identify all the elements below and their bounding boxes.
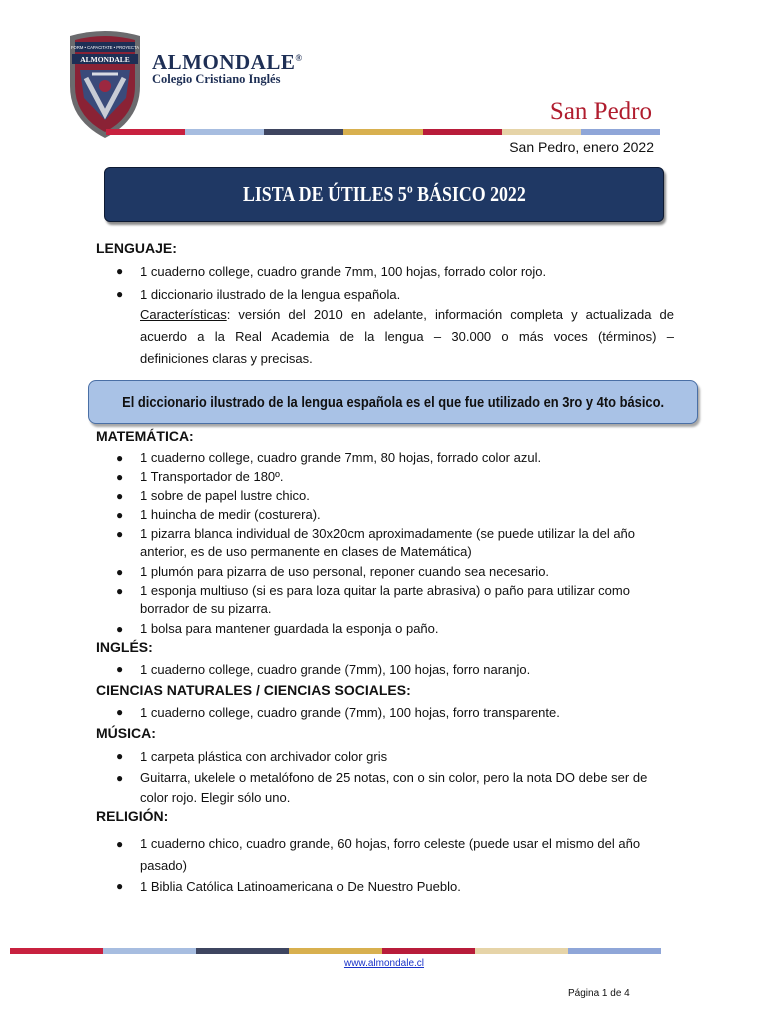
stripe-segment bbox=[502, 129, 581, 135]
document-date: San Pedro, enero 2022 bbox=[509, 139, 654, 155]
stripe-segment bbox=[106, 129, 185, 135]
bullet-icon: ● bbox=[116, 771, 124, 785]
bullet-icon: ● bbox=[116, 749, 124, 763]
stripe-segment bbox=[264, 129, 343, 135]
bullet-icon: ● bbox=[116, 489, 124, 503]
list-item: ● 1 carpeta plástica con archivador color gris bbox=[116, 749, 388, 764]
campus-name: San Pedro bbox=[549, 98, 652, 125]
website-link[interactable]: www.almondale.cl bbox=[343, 958, 425, 969]
brand-subtitle: Colegio Cristiano Inglés bbox=[152, 72, 281, 86]
list-item: ● 1 plumón para pizarra de uso personal, reponer cuando sea necesario. bbox=[116, 564, 550, 579]
dictionary-note-banner bbox=[88, 380, 698, 424]
stripe-segment bbox=[581, 129, 660, 135]
section-heading-religion: RELIGIÓN: bbox=[96, 808, 169, 824]
list-item: ● 1 diccionario ilustrado de la lengua española. bbox=[116, 287, 401, 302]
dictionary-note: El diccionario ilustrado de la lengua española es el que fue utilizado en 3ro y 4to básico. bbox=[122, 393, 664, 411]
list-item: ● 1 esponja multiuso (si es para loza quitar la parte abrasiva) o paño para utilizar como borrador de su pizarra. bbox=[116, 583, 630, 616]
section-heading-matematica: MATEMÁTICA: bbox=[96, 428, 194, 444]
bullet-icon: ● bbox=[116, 837, 124, 851]
list-item: ● 1 bolsa para mantener guardada la esponja o paño. bbox=[116, 621, 439, 636]
footer-color-stripe bbox=[10, 948, 754, 954]
list-item: ● Guitarra, ukelele o metalófono de 25 notas, con o sin color, pero la nota DO debe ser de color rojo. Elegir sólo uno. bbox=[116, 770, 648, 805]
brand-name: ALMONDALE® bbox=[152, 50, 303, 74]
section-heading-ingles: INGLÉS: bbox=[96, 639, 153, 655]
bullet-icon: ● bbox=[116, 264, 124, 278]
stripe-segment bbox=[382, 948, 475, 954]
header-color-stripe bbox=[106, 129, 660, 135]
bullet-icon: ● bbox=[116, 622, 124, 636]
bullet-icon: ● bbox=[116, 451, 124, 465]
features-line-2: acuerdo a la Real Academia de la lengua – 30.000 o más voces (términos) – bbox=[140, 329, 674, 344]
list-item: ● 1 Biblia Católica Latinoamericana o De Nuestro Pueblo. bbox=[116, 879, 461, 894]
features-line-1: Características: versión del 2010 en adelante, información completa y actualizada de bbox=[140, 307, 674, 322]
stripe-segment bbox=[343, 129, 422, 135]
school-shield-logo bbox=[66, 28, 144, 140]
stripe-segment bbox=[10, 948, 103, 954]
bullet-icon: ● bbox=[116, 584, 124, 598]
list-item: ● 1 pizarra blanca individual de 30x20cm aproximadamente (se puede utilizar la del año anterior, es de uso permanente en clases de Matemática) bbox=[116, 526, 636, 559]
title-banner bbox=[104, 167, 664, 222]
bullet-icon: ● bbox=[116, 527, 124, 541]
stripe-segment bbox=[103, 948, 196, 954]
page-number: Página 1 de 4 bbox=[568, 988, 630, 999]
stripe-segment bbox=[196, 948, 289, 954]
bullet-icon: ● bbox=[116, 508, 124, 522]
bullet-icon: ● bbox=[116, 705, 124, 719]
features-line-3: definiciones claras y precisas. bbox=[140, 351, 313, 366]
list-item: ● 1 cuaderno chico, cuadro grande, 60 hojas, forro celeste (puede usar el mismo del año pasado) bbox=[140, 833, 674, 877]
stripe-segment bbox=[185, 129, 264, 135]
page-title: LISTA DE ÚTILES 5º BÁSICO 2022 bbox=[242, 182, 526, 206]
logo-motto: FORM • CAPACITATE • PROYECTA bbox=[71, 45, 139, 50]
list-item: ● 1 huincha de medir (costurera). bbox=[116, 507, 321, 522]
features-label: Características bbox=[140, 307, 227, 322]
list-item: ● 1 sobre de papel lustre chico. bbox=[116, 488, 310, 503]
bullet-icon: ● bbox=[116, 287, 124, 301]
stripe-segment bbox=[568, 948, 661, 954]
section-heading-ciencias: CIENCIAS NATURALES / CIENCIAS SOCIALES: bbox=[96, 682, 411, 698]
bullet-icon: ● bbox=[116, 879, 124, 893]
bullet-icon: ● bbox=[116, 470, 124, 484]
stripe-segment bbox=[475, 948, 568, 954]
registered-mark: ® bbox=[295, 53, 303, 63]
list-item: ● 1 Transportador de 180º. bbox=[116, 469, 284, 484]
list-item: ● 1 cuaderno college, cuadro grande 7mm, 100 hojas, forrado color rojo. bbox=[116, 264, 547, 279]
bullet-icon: ● bbox=[116, 565, 124, 579]
list-item: ● 1 cuaderno college, cuadro grande (7mm), 100 hojas, forro naranjo. bbox=[116, 662, 531, 677]
bullet-icon: ● bbox=[116, 662, 124, 676]
section-heading-musica: MÚSICA: bbox=[96, 725, 156, 741]
list-item: ● 1 cuaderno college, cuadro grande (7mm), 100 hojas, forro transparente. bbox=[116, 705, 560, 720]
section-heading-lenguaje: LENGUAJE: bbox=[96, 240, 177, 256]
stripe-segment bbox=[289, 948, 382, 954]
logo-text: ALMONDALE bbox=[80, 55, 130, 64]
dictionary-features bbox=[140, 304, 674, 370]
list-item: ● 1 cuaderno college, cuadro grande 7mm, 80 hojas, forrado color azul. bbox=[116, 450, 542, 465]
stripe-segment bbox=[423, 129, 502, 135]
stripe-segment bbox=[661, 948, 754, 954]
